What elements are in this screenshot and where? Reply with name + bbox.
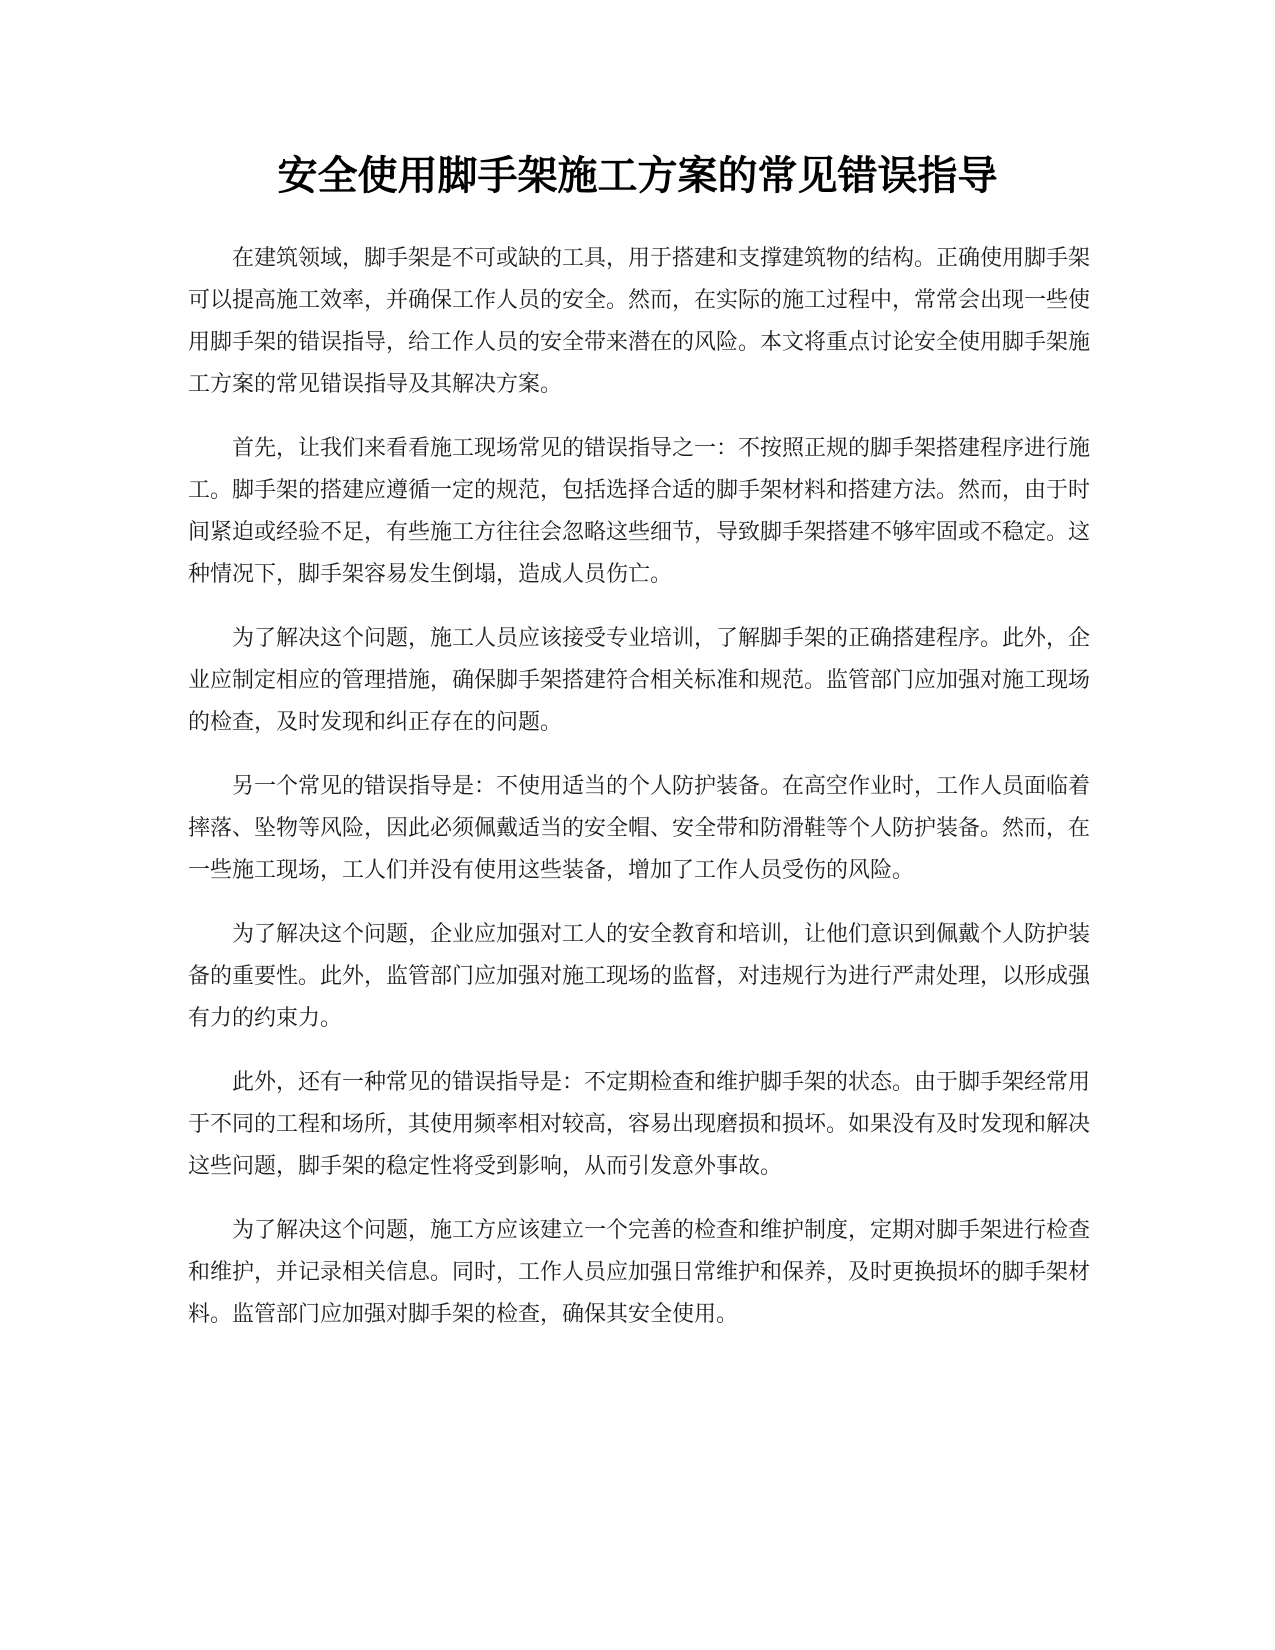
document-title: 安全使用脚手架施工方案的常见错误指导 <box>277 153 998 199</box>
document-body <box>188 238 1090 1358</box>
paragraph-3: 为了解决这个问题，施工人员应该接受专业培训，了解脚手架的正确搭建程序。此外，企业应制定相应的管理措施，确保脚手架搭建符合相关标准和规范。监管部门应加强对施工现场的检查，及时发现和纠正存在的问题。 <box>188 626 1091 735</box>
paragraph-7: 为了解决这个问题，施工方应该建立一个完善的检查和维护制度，定期对脚手架进行检查和维护，并记录相关信息。同时，工作人员应加强日常维护和保养，及时更换损坏的脚手架材料。监管部门应加强对脚手架的检查，确保其安全使用。 <box>188 1218 1091 1327</box>
paragraph-4: 另一个常见的错误指导是：不使用适当的个人防护装备。在高空作业时，工作人员面临着摔落、坠物等风险，因此必须佩戴适当的安全帽、安全带和防滑鞋等个人防护装备。然而，在一些施工现场，工人们并没有使用这些装备，增加了工作人员受伤的风险。 <box>188 774 1091 883</box>
paragraph-1: 在建筑领域，脚手架是不可或缺的工具，用于搭建和支撑建筑物的结构。正确使用脚手架可以提高施工效率，并确保工作人员的安全。然而，在实际的施工过程中，常常会出现一些使用脚手架的错误指导，给工作人员的安全带来潜在的风险。本文将重点讨论安全使用脚手架施工方案的常见错误指导及其解决方案。 <box>188 246 1091 397</box>
paragraph-2: 首先，让我们来看看施工现场常见的错误指导之一：不按照正规的脚手架搭建程序进行施工。脚手架的搭建应遵循一定的规范，包括选择合适的脚手架材料和搭建方法。然而，由于时间紧迫或经验不足，有些施工方往往会忽略这些细节，导致脚手架搭建不够牢固或不稳定。这种情况下，脚手架容易发生倒塌，造成人员伤亡。 <box>188 436 1091 587</box>
paragraph-6: 此外，还有一种常见的错误指导是：不定期检查和维护脚手架的状态。由于脚手架经常用于不同的工程和场所，其使用频率相对较高，容易出现磨损和损坏。如果没有及时发现和解决这些问题，脚手架的稳定性将受到影响，从而引发意外事故。 <box>188 1070 1091 1179</box>
paragraph-5: 为了解决这个问题，企业应加强对工人的安全教育和培训，让他们意识到佩戴个人防护装备的重要性。此外，监管部门应加强对施工现场的监督，对违规行为进行严肃处理，以形成强有力的约束力。 <box>188 922 1091 1031</box>
